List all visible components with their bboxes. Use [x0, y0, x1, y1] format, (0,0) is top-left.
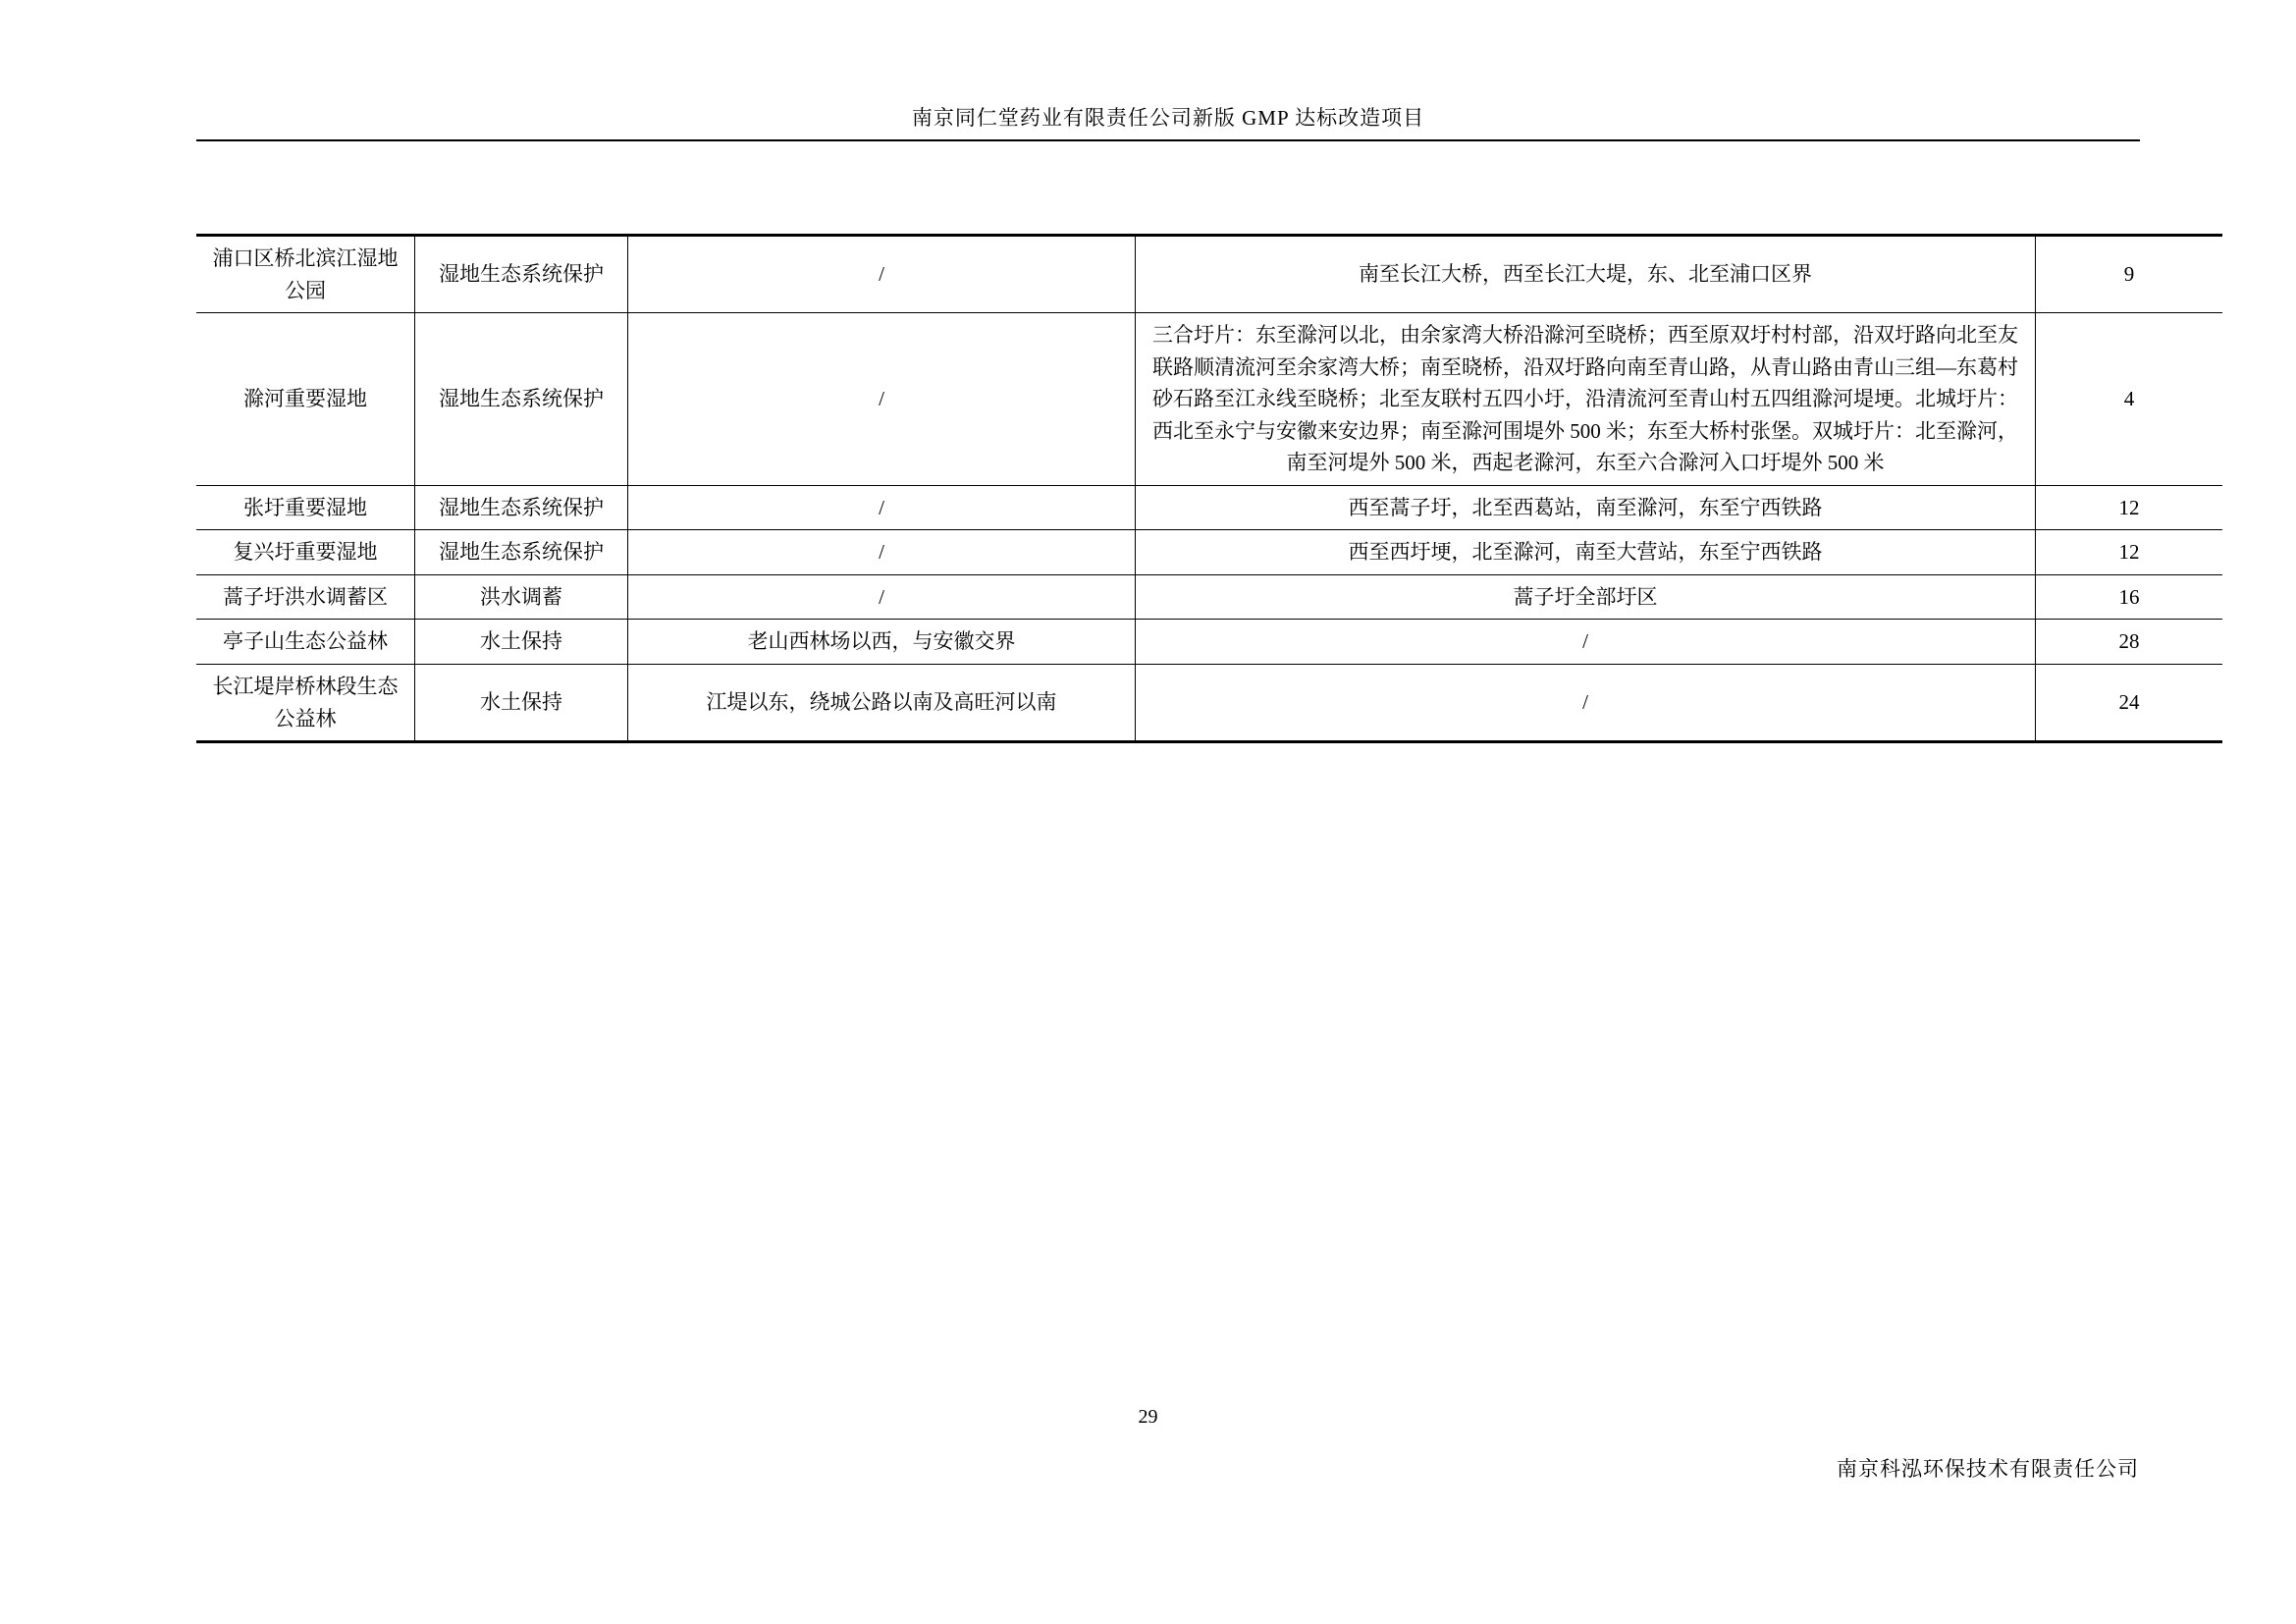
cell-middle: / — [628, 485, 1136, 530]
cell-function: 水土保持 — [415, 620, 628, 665]
table-row — [196, 665, 2222, 742]
footer-company-name: 南京科泓环保技术有限责任公司 — [1837, 1457, 2139, 1481]
data-table-container — [196, 234, 2140, 743]
table-row — [196, 574, 2222, 620]
cell-count: 4 — [2036, 313, 2223, 486]
cell-range: 蒿子圩全部圩区 — [1136, 574, 2036, 620]
cell-middle: 江堤以东，绕城公路以南及高旺河以南 — [628, 665, 1136, 742]
cell-name: 张圩重要湿地 — [196, 485, 415, 530]
cell-function: 洪水调蓄 — [415, 574, 628, 620]
cell-count: 9 — [2036, 236, 2223, 313]
cell-name: 滁河重要湿地 — [196, 313, 415, 486]
table-row — [196, 530, 2222, 575]
cell-middle: 老山西林场以西，与安徽交界 — [628, 620, 1136, 665]
cell-count: 28 — [2036, 620, 2223, 665]
cell-function: 湿地生态系统保护 — [415, 313, 628, 486]
cell-range: 南至长江大桥，西至长江大堤，东、北至浦口区界 — [1136, 236, 2036, 313]
cell-name: 亭子山生态公益林 — [196, 620, 415, 665]
protected-areas-table — [196, 234, 2222, 743]
header-divider — [196, 139, 2140, 141]
cell-name: 长江堤岸桥林段生态公益林 — [196, 665, 415, 742]
cell-range: 三合圩片：东至滁河以北，由余家湾大桥沿滁河至晓桥；西至原双圩村村部，沿双圩路向北至友联路顺清流河至余家湾大桥；南至晓桥，沿双圩路向南至青山路，从青山路由青山三组—东葛村砂石路至江永线至晓桥；北至友联村五四小圩，沿清流河至青山村五四组滁河堤埂。北城圩片：西北至永宁与安徽来安边界；南至滁河围堤外 500 米；东至大桥村张堡。双城圩片：北至滁河，南至河堤外 500 米，西起老滁河，东至六合滁河入口圩堤外 500 米 — [1136, 313, 2036, 486]
page-number: 29 — [1138, 1406, 1158, 1428]
cell-name: 复兴圩重要湿地 — [196, 530, 415, 575]
table-row — [196, 485, 2222, 530]
cell-function: 水土保持 — [415, 665, 628, 742]
cell-range: / — [1136, 665, 2036, 742]
cell-middle: / — [628, 574, 1136, 620]
cell-count: 12 — [2036, 530, 2223, 575]
cell-range: / — [1136, 620, 2036, 665]
cell-count: 16 — [2036, 574, 2223, 620]
cell-name: 浦口区桥北滨江湿地公园 — [196, 236, 415, 313]
table-row — [196, 313, 2222, 486]
cell-name: 蒿子圩洪水调蓄区 — [196, 574, 415, 620]
cell-function: 湿地生态系统保护 — [415, 530, 628, 575]
cell-middle: / — [628, 530, 1136, 575]
table-row — [196, 620, 2222, 665]
cell-count: 12 — [2036, 485, 2223, 530]
cell-range: 西至蒿子圩，北至西葛站，南至滁河，东至宁西铁路 — [1136, 485, 2036, 530]
cell-middle: / — [628, 313, 1136, 486]
cell-function: 湿地生态系统保护 — [415, 236, 628, 313]
cell-middle: / — [628, 236, 1136, 313]
table-row — [196, 236, 2222, 313]
document-header-title: 南京同仁堂药业有限责任公司新版 GMP 达标改造项目 — [911, 106, 1425, 130]
cell-function: 湿地生态系统保护 — [415, 485, 628, 530]
cell-count: 24 — [2036, 665, 2223, 742]
cell-range: 西至西圩埂，北至滁河，南至大营站，东至宁西铁路 — [1136, 530, 2036, 575]
